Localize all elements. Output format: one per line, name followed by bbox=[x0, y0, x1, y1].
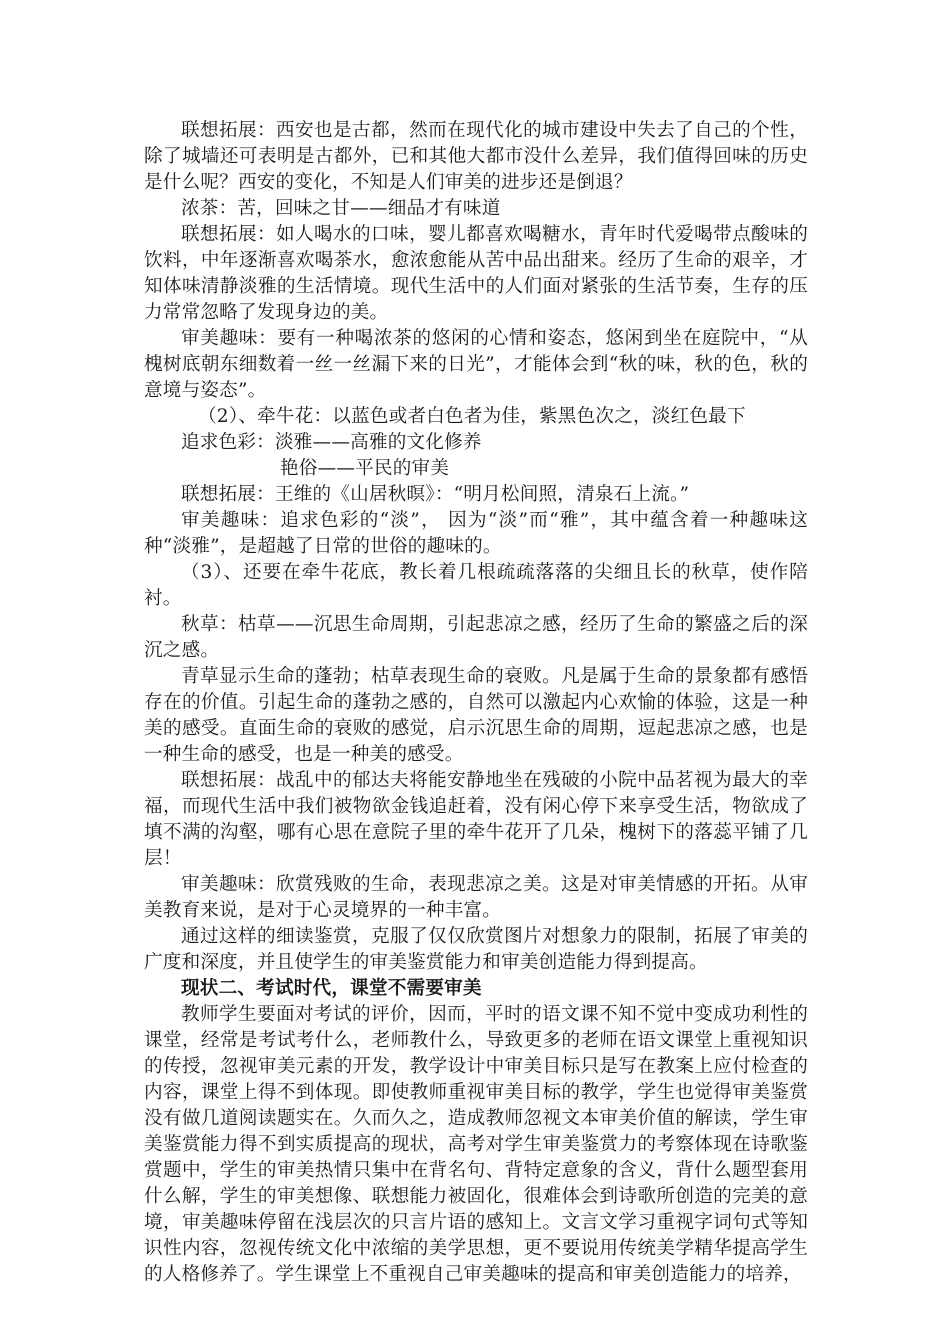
paragraph-close-reading: 通过这样的细读鉴赏，克服了仅仅欣赏图片对想象力的限制，拓展了审美的广度和深度，并且使学生的审美鉴赏能力和审美创造能力得到提高。 bbox=[144, 926, 808, 973]
paragraph-color-vulgar: 艳俗——平民的审美 bbox=[280, 458, 450, 479]
paragraph-tea-aesthetic: 审美趣味：要有一种喝浓茶的悠闲的心情和姿态，悠闲到坐在庭院中，“从槐树底朝东细数着一丝一丝漏下来的日光”，才能体会到“秋的味，秋的色，秋的意境与姿态”。 bbox=[144, 328, 808, 401]
paragraph-color-pursuit: 追求色彩：淡雅——高雅的文化修养 bbox=[181, 432, 482, 453]
paragraph-tea-association: 联想拓展：如人喝水的口味，婴儿都喜欢喝糖水，青年时代爱喝带点酸味的饮料，中年逐渐喜欢喝茶水，愈浓愈能从苦中品出甜来。经历了生命的艰辛，才知体味清静淡雅的生活情境。现代生活中的人们面对紧张的生活节奏，生存的压力常常忽略了发现身边的美。 bbox=[144, 224, 808, 323]
document-page bbox=[144, 118, 808, 1288]
section-heading-status-two: 现状二、考试时代，课堂不需要审美 bbox=[181, 978, 482, 999]
paragraph-autumn-grass: 秋草：枯草——沉思生命周期，引起悲凉之感，经历了生命的繁盛之后的深沉之感。 bbox=[144, 614, 808, 661]
paragraph-autumn-grass-intro: （3）、还要在牵牛花底，教长着几根疏疏落落的尖细且长的秋草，使作陪衬。 bbox=[144, 562, 808, 609]
paragraph-morning-glory: （2）、牵牛花：以蓝色或者白色者为佳，紫黑色次之，淡红色最下 bbox=[198, 406, 746, 427]
paragraph-strong-tea: 浓茶：苦，回味之甘——细品才有味道 bbox=[181, 198, 501, 219]
paragraph-xian-association: 联想拓展：西安也是古都，然而在现代化的城市建设中失去了自己的个性，除了城墙还可表明是古都外，已和其他大都市没什么差异，我们值得回味的历史是什么呢？西安的变化，不知是人们审美的进步还是倒退？ bbox=[144, 120, 808, 193]
paragraph-decay-aesthetic: 审美趣味：欣赏残败的生命，表现悲凉之美。这是对审美情感的开拓。从审美教育来说，是对于心灵境界的一种丰富。 bbox=[144, 874, 808, 921]
paragraph-wangwei-association: 联想拓展：王维的《山居秋暝》：“明月松间照，清泉石上流。” bbox=[181, 484, 690, 505]
paragraph-yudafu-association: 联想拓展：战乱中的郁达夫将能安静地坐在残破的小院中品茗视为最大的幸福，而现代生活中我们被物欲金钱追赶着，没有闲心停下来享受生活，物欲成了填不满的沟壑，哪有心思在意院子里的牵牛花开了几朵，槐树下的落蕊平铺了几层！ bbox=[144, 770, 808, 869]
paragraph-color-aesthetic: 审美趣味：追求色彩的“淡”， 因为“淡”而“雅”，其中蕴含着一种趣味这种“淡雅”，是超越了日常的世俗的趣味的。 bbox=[144, 510, 808, 557]
paragraph-green-grass: 青草显示生命的蓬勃；枯草表现生命的衰败。凡是属于生命的景象都有感悟存在的价值。引起生命的蓬勃之感的，自然可以激起内心欢愉的体验，这是一种美的感受。直面生命的衰败的感觉，启示沉思生命的周期，逗起悲凉之感，也是一种生命的感受，也是一种美的感受。 bbox=[144, 666, 808, 765]
paragraph-exam-era: 教师学生要面对考试的评价，因而，平时的语文课不知不觉中变成功利性的课堂，经常是考试考什么，老师教什么，导致更多的老师在语文课堂上重视知识的传授，忽视审美元素的开发，教学设计中审美目标只是写在教案上应付检查的内容，课堂上得不到体现。即使教师重视审美目标的教学，学生也觉得审美鉴赏没有做几道阅读题实在。久而久之，造成教师忽视文本审美价值的解读，学生审美鉴赏能力得不到实质提高的现状，高考对学生审美鉴赏力的考察体现在诗歌鉴赏题中，学生的审美热情只集中在背名句、背特定意象的含义，背什么题型套用什么解，学生的审美想像、联想能力被固化，很难体会到诗歌所创造的完美的意境，审美趣味停留在浅层次的只言片语的感知上。文言文学习重视字词句式等知识性内容，忽视传统文化中浓缩的美学思想，更不要说用传统美学精华提高学生的人格修养了。学生课堂上不重视自己审美趣味的提高和审美创造能力的培养， bbox=[144, 1004, 808, 1285]
